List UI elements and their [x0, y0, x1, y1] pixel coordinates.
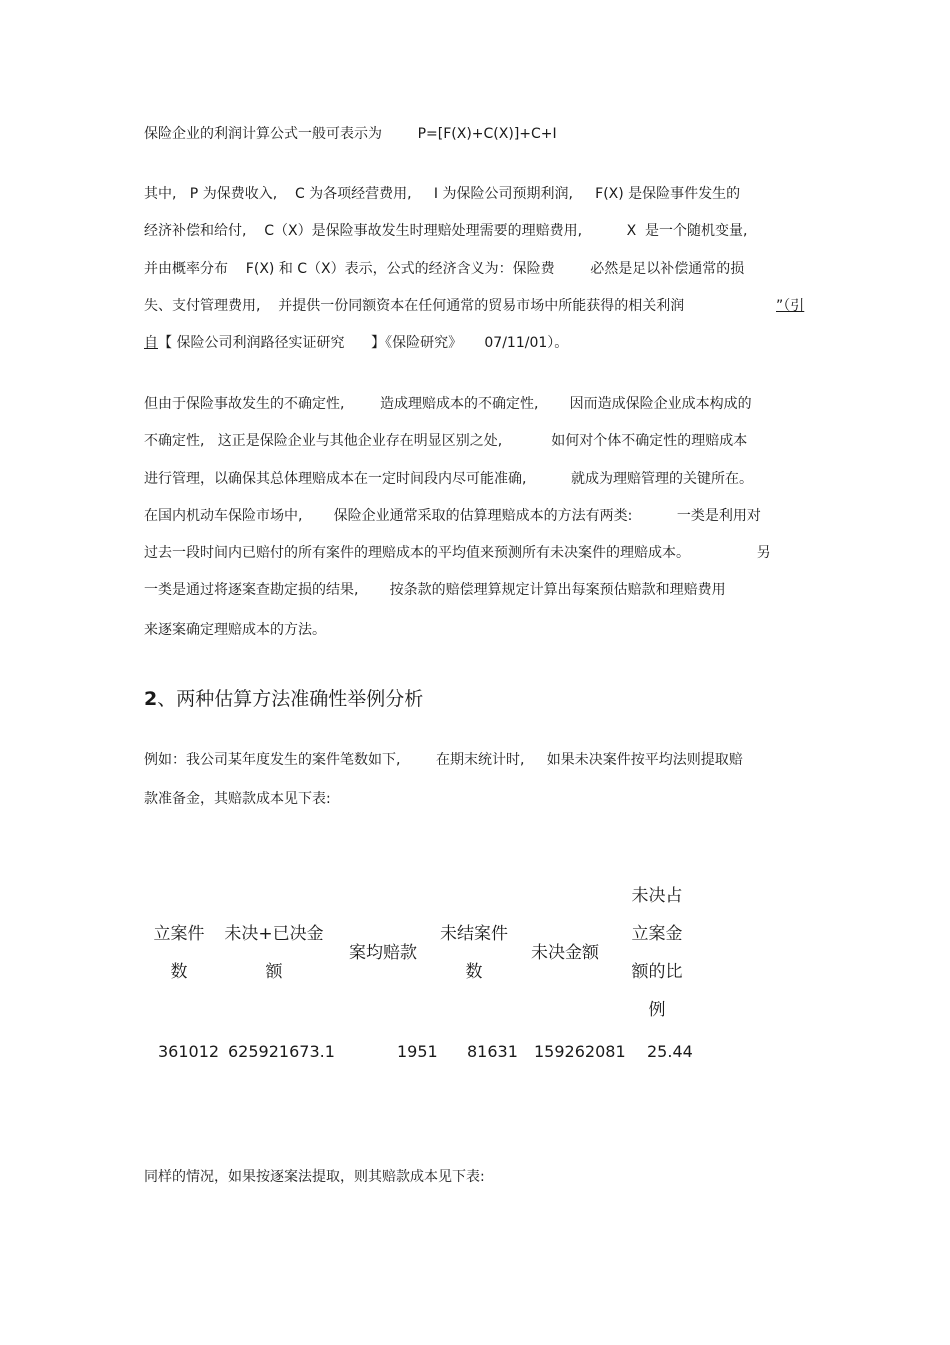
- paragraph-line: 来逐案确定理赔成本的方法。: [144, 622, 326, 638]
- paragraph-line: 过去一段时间内已赔付的所有案件的理赔成本的平均值来预测所有未决案件的理赔成本。 另: [144, 545, 771, 561]
- paragraph-line: 进行管理，以确保其总体理赔成本在一定时间段内尽可能准确, 就成为理赔管理的关键所在。: [144, 471, 753, 487]
- table-cell: 1951: [397, 1042, 438, 1061]
- paragraph-line: 失、支付管理费用, 并提供一份同额资本在任何通常的贸易市场中所能获得的相关利润: [144, 298, 685, 314]
- table-header-cases: 立案件 数: [153, 924, 205, 982]
- table-cell: 625921673.1: [228, 1042, 335, 1061]
- paragraph-line: 但由于保险事故发生的不确定性, 造成理赔成本的不确定性, 因而造成保险企业成本构成的: [144, 396, 752, 412]
- section-title: 、两种估算方法准确性举例分析: [157, 688, 424, 710]
- table-header-total-amount: 未决+已决金 额: [224, 924, 324, 982]
- citation-text: 【 保险公司利润路径实证研究 】《保险研究》 07/11/01）。: [158, 335, 569, 351]
- paragraph-line: 例如：我公司某年度发生的案件笔数如下, 在期末统计时, 如果未决案件按平均法则提取赔: [144, 752, 743, 768]
- paragraph-line: 经济补偿和给付, C（X）是保险事故发生时理赔处理需要的理赔费用, X 是一个随机变量,: [144, 223, 748, 239]
- table-cell: 81631: [467, 1042, 518, 1061]
- paragraph-line: 并由概率分布 F(X) 和 C（X）表示，公式的经济含义为：保险费 必然是足以补偿通常的损: [144, 261, 745, 277]
- section-number: 2: [144, 688, 158, 710]
- table-header-avg-claim: 案均赔款: [349, 943, 417, 963]
- paragraph-line: 在国内机动车保险市场中, 保险企业通常采取的估算理赔成本的方法有两类: 一类是利用对: [144, 508, 761, 524]
- citation-quote-close[interactable]: ”（引: [776, 298, 805, 314]
- paragraph-line: 款准备金，其赔款成本见下表:: [144, 791, 331, 807]
- formula-line: 保险企业的利润计算公式一般可表示为 P=[F(X)+C(X)]+C+I: [144, 126, 557, 142]
- table-header-ratio: 未决占 立案金 额的比 例: [631, 886, 683, 1020]
- paragraph-line: 其中, P 为保费收入, C 为各项经营费用, I 为保险公司预期利润, F(X) 是保险事件发生的: [144, 186, 741, 202]
- table-cell: 159262081: [534, 1042, 626, 1061]
- paragraph-line: 同样的情况，如果按逐案法提取，则其赔款成本见下表:: [144, 1169, 485, 1185]
- citation-link[interactable]: 自: [144, 335, 158, 351]
- table-cell: 361012: [158, 1042, 220, 1061]
- paragraph-line: 一类是通过将逐案查勘定损的结果, 按条款的赔偿理算规定计算出每案预估赔款和理赔费用: [144, 582, 726, 598]
- citation-line: [144, 333, 568, 353]
- paragraph-line: 不确定性, 这正是保险企业与其他企业存在明显区别之处, 如何对个体不确定性的理赔成本: [144, 433, 748, 449]
- table-header-open-cases: 未结案件 数: [440, 924, 508, 982]
- section-heading: [144, 684, 423, 711]
- table-header-open-amount: 未决金额: [531, 943, 599, 963]
- table-cell: 25.44: [647, 1042, 693, 1061]
